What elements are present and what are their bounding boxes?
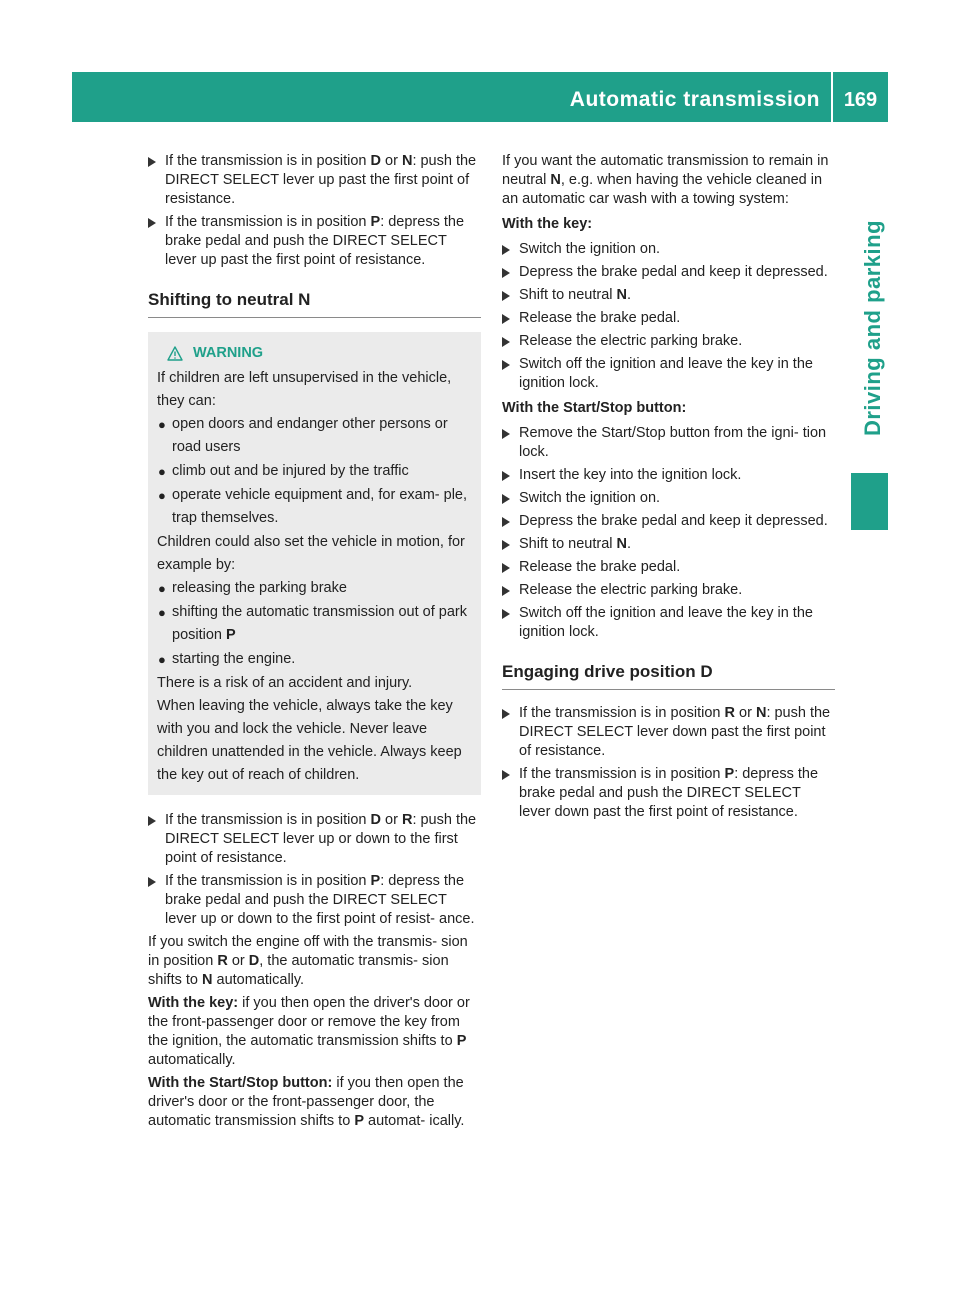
arrow-icon	[502, 709, 510, 719]
arrow-icon	[502, 517, 510, 527]
step-item: Shift to neutral N.	[502, 535, 835, 554]
list-item: ● open doors and endanger other persons or road users	[157, 413, 473, 459]
arrow-icon	[502, 471, 510, 481]
arrow-icon	[502, 770, 510, 780]
bullet-icon: ●	[158, 652, 166, 667]
arrow-icon	[148, 157, 156, 167]
step-item: If the transmission is in position P: depress the brake pedal and push the DIRECT SELECT lever up or down to the first point of resist- ance.	[148, 872, 481, 929]
step-item: If the transmission is in position P: depress the brake pedal and push the DIRECT SELECT lever down past the first point of resistance.	[502, 765, 835, 822]
list-item: ● shifting the automatic transmission out of park position P	[157, 601, 473, 647]
step-item: Switch the ignition on.	[502, 489, 835, 508]
side-tab	[858, 188, 888, 468]
body-paragraph: If you want the automatic transmission to remain in neutral N, e.g. when having the vehicle cleaned in an automatic car wash with a towing system:	[502, 153, 829, 207]
list-item: ● releasing the parking brake	[157, 577, 473, 600]
body-paragraph: With the key: if you then open the driver's door or the front-passenger door or remove the key from the ignition, the automatic transmission shifts to P automatically.	[148, 995, 470, 1068]
subheading: With the key:	[502, 216, 593, 232]
arrow-icon	[502, 268, 510, 278]
page-title: Automatic transmission	[569, 88, 820, 111]
bullet-icon: ●	[158, 488, 166, 503]
arrow-icon	[502, 245, 510, 255]
warning-risk: There is a risk of an accident and injury.	[157, 675, 413, 691]
arrow-icon	[502, 429, 510, 439]
bullet-icon: ●	[158, 417, 166, 432]
step-item: If the transmission is in position R or N: push the DIRECT SELECT lever down past the first point of resistance.	[502, 704, 835, 761]
step-item: Insert the key into the ignition lock.	[502, 466, 835, 485]
step-item: Depress the brake pedal and keep it depressed.	[502, 263, 835, 282]
warning-text: Children could also set the vehicle in motion, for example by:	[157, 534, 465, 573]
step-item: Switch off the ignition and leave the key in the ignition lock.	[502, 604, 835, 642]
header-bar	[72, 72, 888, 122]
step-item: Remove the Start/Stop button from the igni- tion lock.	[502, 424, 835, 462]
arrow-icon	[502, 586, 510, 596]
warning-triangle-icon	[167, 346, 183, 361]
section-title: Engaging drive position D	[502, 662, 835, 690]
step-item: Release the brake pedal.	[502, 558, 835, 577]
bullet-icon: ●	[158, 605, 166, 620]
arrow-icon	[502, 494, 510, 504]
step-item: Release the brake pedal.	[502, 309, 835, 328]
left-column	[148, 152, 481, 1135]
list-item: ● starting the engine.	[157, 648, 473, 671]
step-item: If the transmission is in position D or N: push the DIRECT SELECT lever up past the first point of resistance.	[148, 152, 481, 209]
step-item: Release the electric parking brake.	[502, 581, 835, 600]
arrow-icon	[502, 314, 510, 324]
step-item: Switch the ignition on.	[502, 240, 835, 259]
subheading: With the Start/Stop button:	[502, 400, 687, 416]
step-item: Release the electric parking brake.	[502, 332, 835, 351]
side-tab-block	[851, 473, 888, 530]
arrow-icon	[148, 816, 156, 826]
list-item: ● operate vehicle equipment and, for exam- ple, trap themselves.	[157, 484, 473, 530]
page-number: 169	[843, 89, 878, 111]
step-item: If the transmission is in position D or R: push the DIRECT SELECT lever up or down to the first point of resistance.	[148, 811, 481, 868]
body-paragraph: With the Start/Stop button: if you then open the driver's door or the front-passenger door, the automatic transmission shifts to P automat- ically.	[148, 1075, 465, 1129]
step-item: Depress the brake pedal and keep it depressed.	[502, 512, 835, 531]
arrow-icon	[502, 540, 510, 550]
arrow-icon	[502, 337, 510, 347]
list-item: ● climb out and be injured by the traffic	[157, 460, 473, 483]
step-item: Switch off the ignition and leave the key in the ignition lock.	[502, 355, 835, 393]
warning-advice: When leaving the vehicle, always take the key with you and lock the vehicle. Never leave children unattended in the vehicle. Always keep the key out of reach of children.	[157, 698, 462, 783]
side-tab-label: Driving and parking	[860, 219, 885, 437]
warning-heading: WARNING	[167, 342, 473, 365]
body-paragraph: If you switch the engine off with the transmis- sion in position R or D, the automatic transmis- sion shifts to N automatically.	[148, 934, 468, 988]
arrow-icon	[502, 291, 510, 301]
warning-box	[148, 332, 481, 795]
arrow-icon	[502, 563, 510, 573]
arrow-icon	[148, 218, 156, 228]
arrow-icon	[502, 360, 510, 370]
bullet-icon: ●	[158, 464, 166, 479]
arrow-icon	[502, 609, 510, 619]
step-item: If the transmission is in position P: depress the brake pedal and push the DIRECT SELECT lever up past the first point of resistance.	[148, 213, 481, 270]
arrow-icon	[148, 877, 156, 887]
section-title: Shifting to neutral N	[148, 290, 481, 318]
bullet-icon: ●	[158, 581, 166, 596]
warning-intro: If children are left unsupervised in the vehicle, they can:	[157, 370, 452, 409]
right-column	[502, 152, 835, 826]
step-item: Shift to neutral N.	[502, 286, 835, 305]
